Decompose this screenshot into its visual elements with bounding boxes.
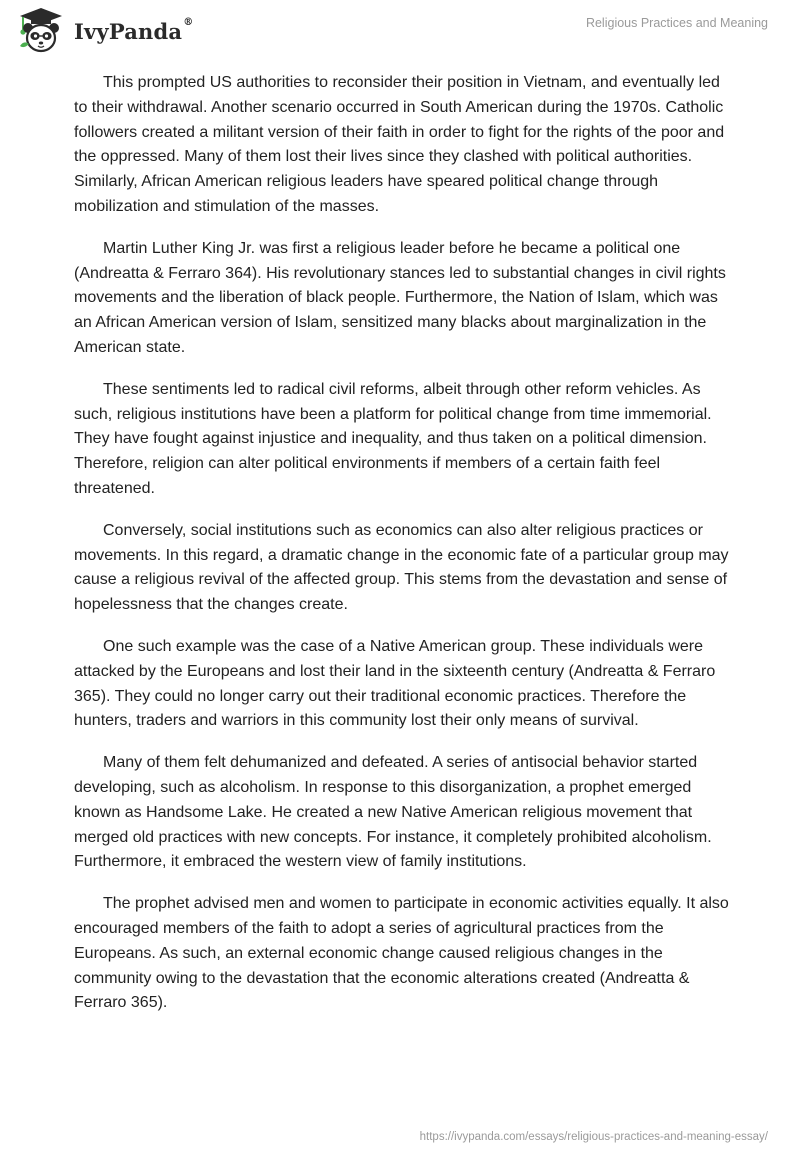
paragraph: One such example was the case of a Native American group. These individuals were attacked by the Europeans and lost their land in the sixteenth century (Andreatta & Ferraro 365). They could no longer carry out their traditional economic practices. Therefore the hunters, traders and warriors in this community lost their only means of survival. (74, 637, 716, 730)
ivypanda-logo[interactable] (14, 6, 193, 54)
paragraph: The prophet advised men and women to participate in economic activities equally. It also encouraged members of the faith to adopt a series of agricultural practices from the Europeans. As such, an external economic change caused religious changes in the community owing to the devastation that the economic alterations created (Andreatta & Ferraro 365). (74, 895, 729, 1012)
essay-body (74, 71, 736, 1033)
paragraph: Conversely, social institutions such as economics can also alter religious practices or movements. In this regard, a dramatic change in the economic fate of a particular group may cause a religious revival of the affected group. This stems from the devastation and sense of hopelessness that the changes create. (74, 521, 729, 614)
paragraph: Many of them felt dehumanized and defeated. A series of antisocial behavior started developing, such as alcoholism. In response to this disorganization, a prophet emerged known as Handsome Lake. He created a new Native American religious movement that merged old practices with new concepts. For instance, it completely prohibited alcoholism. Furthermore, it embraced the western view of family institutions. (74, 754, 712, 871)
paragraph: These sentiments led to radical civil reforms, albeit through other reform vehicles. As such, religious institutions have been a platform for political change from time immemorial. They have fought against injustice and inequality, and thus taken on a political dimension. Therefore, religion can alter political environments if members of a certain faith feel threatened. (74, 380, 712, 497)
document-title: Religious Practices and Meaning (585, 16, 768, 30)
page-header (0, 0, 800, 60)
registered-mark: ® (183, 16, 194, 28)
panda-graduate-icon (14, 6, 68, 54)
paragraph: Martin Luther King Jr. was first a religious leader before he became a political one (Andreatta & Ferraro 364). His revolutionary stances led to substantial changes in civil rights movements and the liberation of black people. Furthermore, the Nation of Islam, which was an African American version of Islam, sensitized many blacks about marginalization in the American state. (74, 239, 726, 356)
source-url[interactable]: https://ivypanda.com/essays/religious-practices-and-meaning-essay/ (419, 1131, 768, 1143)
brand-name: IvyPanda® (74, 16, 194, 44)
paragraph: This prompted US authorities to reconsider their position in Vietnam, and eventually led to their withdrawal. Another scenario occurred in South American during the 1970s. Catholic followers created a militant version of their faith in order to fight for the rights of the poor and the oppressed. Many of them lost their lives since they clashed with political authorities. Similarly, African American religious leaders have speared political change through mobilization and stimulation of the masses. (74, 74, 725, 215)
